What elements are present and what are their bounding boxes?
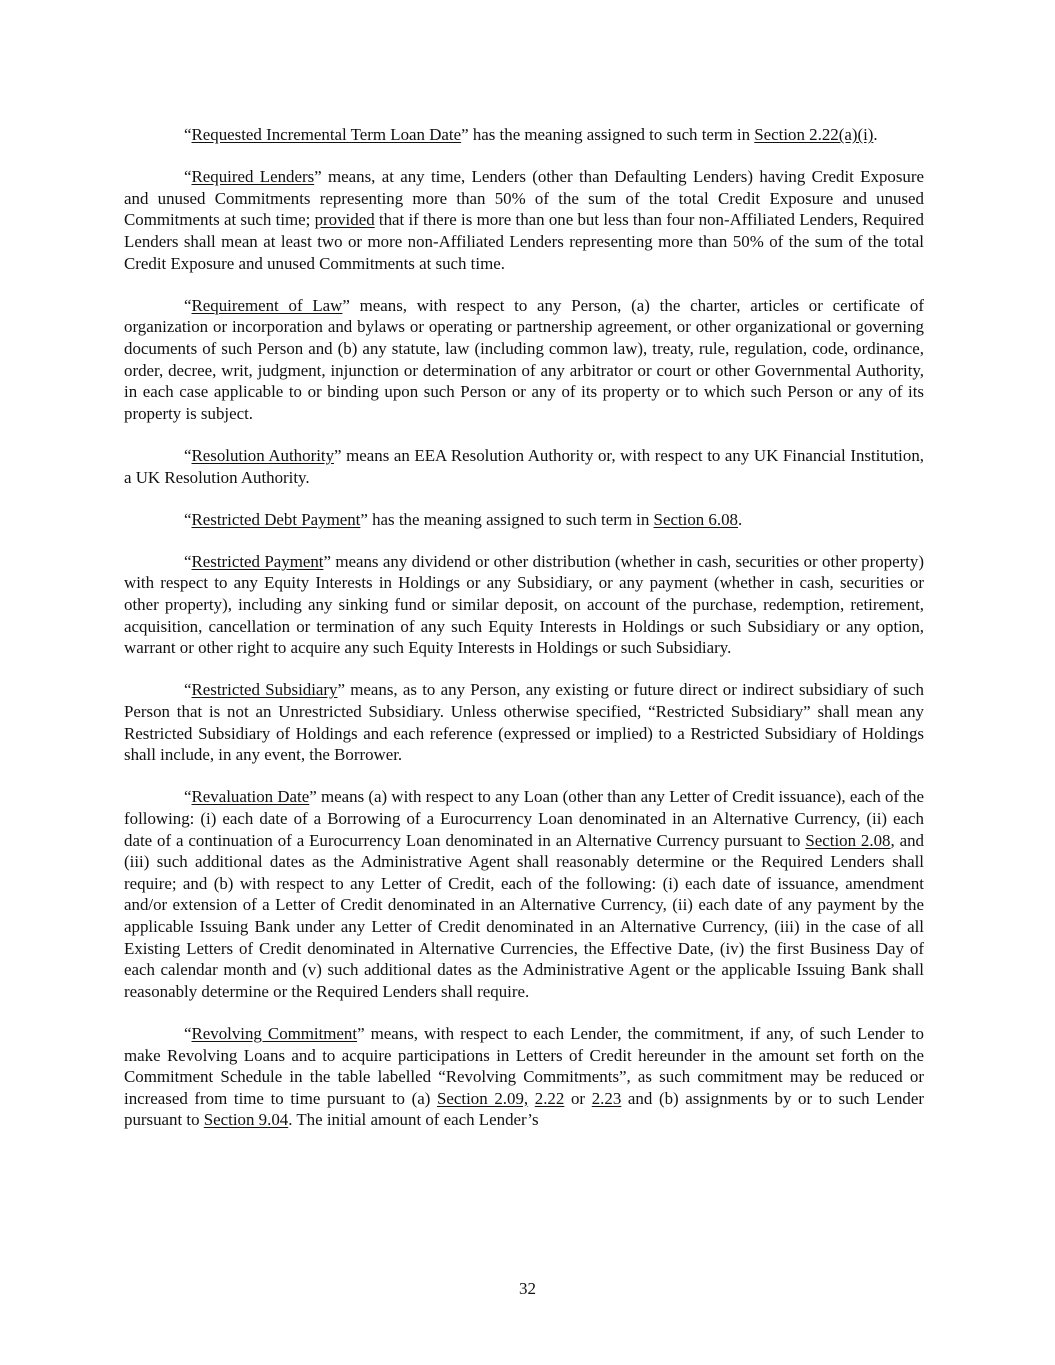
defined-term: Restricted Payment — [191, 551, 324, 571]
definition-restricted-payment: “Restricted Payment” means any dividend or other distribution (whether in cash, securities or other property) with respect to any Equity Interests in Holdings or any Subsidiary, or any payment (whether in cash, securities or other property), including any sinking fund or similar deposit, on account of the purchase, redemption, retirement, acquisition, cancellation or termination of any such Equity Interests in Holdings or such Subsidiary or any option, warrant or other right to acquire any such Equity Interests in Holdings or such Subsidiary. — [124, 551, 924, 658]
definition-restricted-subsidiary: “Restricted Subsidiary” means, as to any Person, any existing or future direct or indirect subsidiary of such Person that is not an Unrestricted Subsidiary. Unless otherwise specified, “Restricted Subsidiary” shall mean any Restricted Subsidiary of Holdings and each reference (expressed or implied) to a Restricted Subsidiary of Holdings shall include, in any event, the Borrower. — [124, 680, 924, 765]
section-reference: Section 6.08 — [653, 509, 738, 529]
definition-text: ” means an EEA Resolution Authority or, with respect to any UK Financial Institution, a UK Resolution Authority. — [124, 445, 924, 487]
page-number: 32 — [519, 1279, 536, 1298]
definition-text: that if there is more than one but less than four non-Affiliated Lenders, Required Lenders shall mean at least two or more non-Affiliated Lenders representing more than 50% of the sum of the total Credit Exposure and unused Commitments at such time. — [124, 210, 924, 273]
definition-text: ” means (a) with respect to any Loan (other than any Letter of Credit issuance), each of the following: (i) each date of a Borrowing of a Eurocurrency Loan denominated in an Alternative Currency, (ii) each date of a continuation of a Eurocurrency Loan denominated in an Alternative Currency pursuant to — [124, 787, 924, 850]
definition-required-lenders: “Required Lenders” means, at any time, Lenders (other than Defaulting Lenders) having Credit Exposure and unused Commitments representing more than 50% of the sum of the total Credit Exposure and unused Commitments at such time; provided that if there is more than one but less than four non-Affiliated Lenders, Required Lenders shall mean at least two or more non-Affiliated Lenders representing more than 50% of the sum of the total Credit Exposure and unused Commitments at such time. — [124, 167, 924, 273]
defined-term: Requested Incremental Term Loan Date — [191, 125, 462, 144]
definition-text: , and (iii) such additional dates as the Administrative Agent shall reasonably determine or the Required Lenders shall require; and (b) with respect to any Letter of Credit, each of the following: (i) each date of issuance, amendment and/or extension of a Letter of Credit denominated in an Alternative Currency, (ii) each date of any payment by the applicable Issuing Bank under any Letter of Credit denominated in an Alternative Currency, (iii) in the case of all Existing Letters of Credit denominated in Alternative Currencies, the Effective Date, (iv) the first Business Day of each calendar month and (v) such additional dates as the Administrative Agent or the applicable Issuing Bank shall reasonably determine or the Required Lenders shall require. — [124, 830, 924, 1001]
section-reference: Section 9.04 — [203, 1110, 289, 1130]
definition-text: and (b) assignments by or to such Lender pursuant to — [124, 1088, 924, 1130]
defined-term: Requirement of Law — [191, 295, 343, 315]
definition-text: ” means, with respect to each Lender, the commitment, if any, of such Lender to make Revolving Loans and to acquire participations in Letters of Credit hereunder in the amount set forth on the Commitment Schedule in the table labelled “Revolving Commitments”, as such commitment may be reduced or increased from time to time pursuant to (a) — [124, 1023, 924, 1108]
definition-text: . — [738, 509, 743, 529]
defined-term: Restricted Subsidiary — [191, 680, 338, 700]
proviso-term: provided — [314, 210, 375, 230]
definition-text: ” has the meaning assigned to such term in — [360, 509, 654, 529]
section-reference: Section 2.08 — [805, 830, 891, 850]
definition-text: ” means, as to any Person, any existing or future direct or indirect subsidiary of such Person that is not an Unrestricted Subsidiary. Unless otherwise specified, “Restricted Subsidiary” shall mean any Restricted Subsidiary of Holdings and each reference (expressed or implied) to a Restricted Subsidiary of Holdings shall include, in any event, the Borrower. — [124, 680, 924, 765]
defined-term: Revolving Commitment — [191, 1023, 358, 1043]
definition-text — [528, 1089, 535, 1108]
definition-text: ” means, at any time, Lenders (other than Defaulting Lenders) having Credit Exposure and unused Commitments representing more than 50% of the sum of the total Credit Exposure and unused Commitments at such time; — [124, 167, 924, 230]
definition-text: . The initial amount of each Lender’s — [288, 1110, 539, 1130]
definition-revolving-commitment: “Revolving Commitment” means, with respect to each Lender, the commitment, if any, of such Lender to make Revolving Loans and to acquire participations in Letters of Credit hereunder in the amount set forth on the Commitment Schedule in the table labelled “Revolving Commitments”, as such commitment may be reduced or increased from time to time pursuant to (a) Section 2.09, 2.22 or 2.23 and (b) assignments by or to such Lender pursuant to Section 9.04. The initial amount of each Lender’s — [124, 1023, 924, 1130]
defined-term: Required Lenders — [191, 167, 315, 187]
definition-requested-incremental-term-loan-date: “Requested Incremental Term Loan Date” has the meaning assigned to such term in Section 2.22(a)(i). — [184, 125, 878, 144]
defined-term: Resolution Authority — [191, 445, 335, 465]
document-body — [124, 124, 924, 1152]
definition-text: or — [564, 1088, 592, 1108]
definition-text: ” means any dividend or other distribution (whether in cash, securities or other property) with respect to any Equity Interests in Holdings or any Subsidiary, or any payment (whether in cash, securities or other property), including any sinking fund or similar deposit, on account of the purchase, redemption, retirement, acquisition, cancellation or termination of any such Equity Interests in Holdings or such Subsidiary or any option, warrant or other right to acquire any such Equity Interests in Holdings or such Subsidiary. — [124, 551, 924, 658]
definition-requirement-of-law: “Requirement of Law” means, with respect to any Person, (a) the charter, articles or certificate of organization or incorporation and bylaws or operating or partnership agreement, or other organizational or governing documents of such Person and (b) any statute, law (including common law), treaty, rule, regulation, code, ordinance, order, decree, writ, judgment, injunction or determination of any arbitrator or court or other Governmental Authority, in each case applicable to or binding upon such Person or any of its property or to which such Person or any of its property is subject. — [124, 295, 924, 423]
defined-term: Restricted Debt Payment — [191, 509, 361, 529]
defined-term: Revaluation Date — [191, 787, 310, 807]
definition-text: ” means, with respect to any Person, (a) the charter, articles or certificate of organization or incorporation and bylaws or operating or partnership agreement, or other organizational or governing documents of such Person and (b) any statute, law (including common law), treaty, rule, regulation, code, ordinance, order, decree, writ, judgment, injunction or determination of any arbitrator or court or other Governmental Authority, in each case applicable to or binding upon such Person or any of its property or to which such Person or any of its property is subject. — [124, 295, 924, 423]
section-reference: 2.22 — [534, 1088, 565, 1108]
definition-restricted-debt-payment: “Restricted Debt Payment” has the meaning assigned to such term in Section 6.08. — [184, 509, 743, 529]
section-reference: Section 2.22(a)(i) — [754, 125, 874, 144]
definition-revaluation-date: “Revaluation Date” means (a) with respect to any Loan (other than any Letter of Credit issuance), each of the following: (i) each date of a Borrowing of a Eurocurrency Loan denominated in an Alternative Currency, (ii) each date of a continuation of a Eurocurrency Loan denominated in an Alternative Currency pursuant to Section 2.08, and (iii) such additional dates as the Administrative Agent shall reasonably determine or the Required Lenders shall require; and (b) with respect to any Letter of Credit, each of the following: (i) each date of issuance, amendment and/or extension of a Letter of Credit denominated in an Alternative Currency, (ii) each date of any payment by the applicable Issuing Bank under any Letter of Credit denominated in an Alternative Currency, (iii) in the case of all Existing Letters of Credit denominated in Alternative Currencies, the Effective Date, (iv) the first Business Day of each calendar month and (v) such additional dates as the Administrative Agent or the applicable Issuing Bank shall reasonably determine or the Required Lenders shall require. — [124, 787, 924, 1001]
definition-text: ” has the meaning assigned to such term in — [461, 125, 755, 144]
definition-text: . — [873, 125, 878, 144]
section-reference: 2.23 — [591, 1088, 622, 1108]
section-reference: Section 2.09, — [437, 1088, 529, 1108]
definition-resolution-authority: “Resolution Authority” means an EEA Resolution Authority or, with respect to any UK Financial Institution, a UK Resolution Authority. — [124, 445, 924, 487]
